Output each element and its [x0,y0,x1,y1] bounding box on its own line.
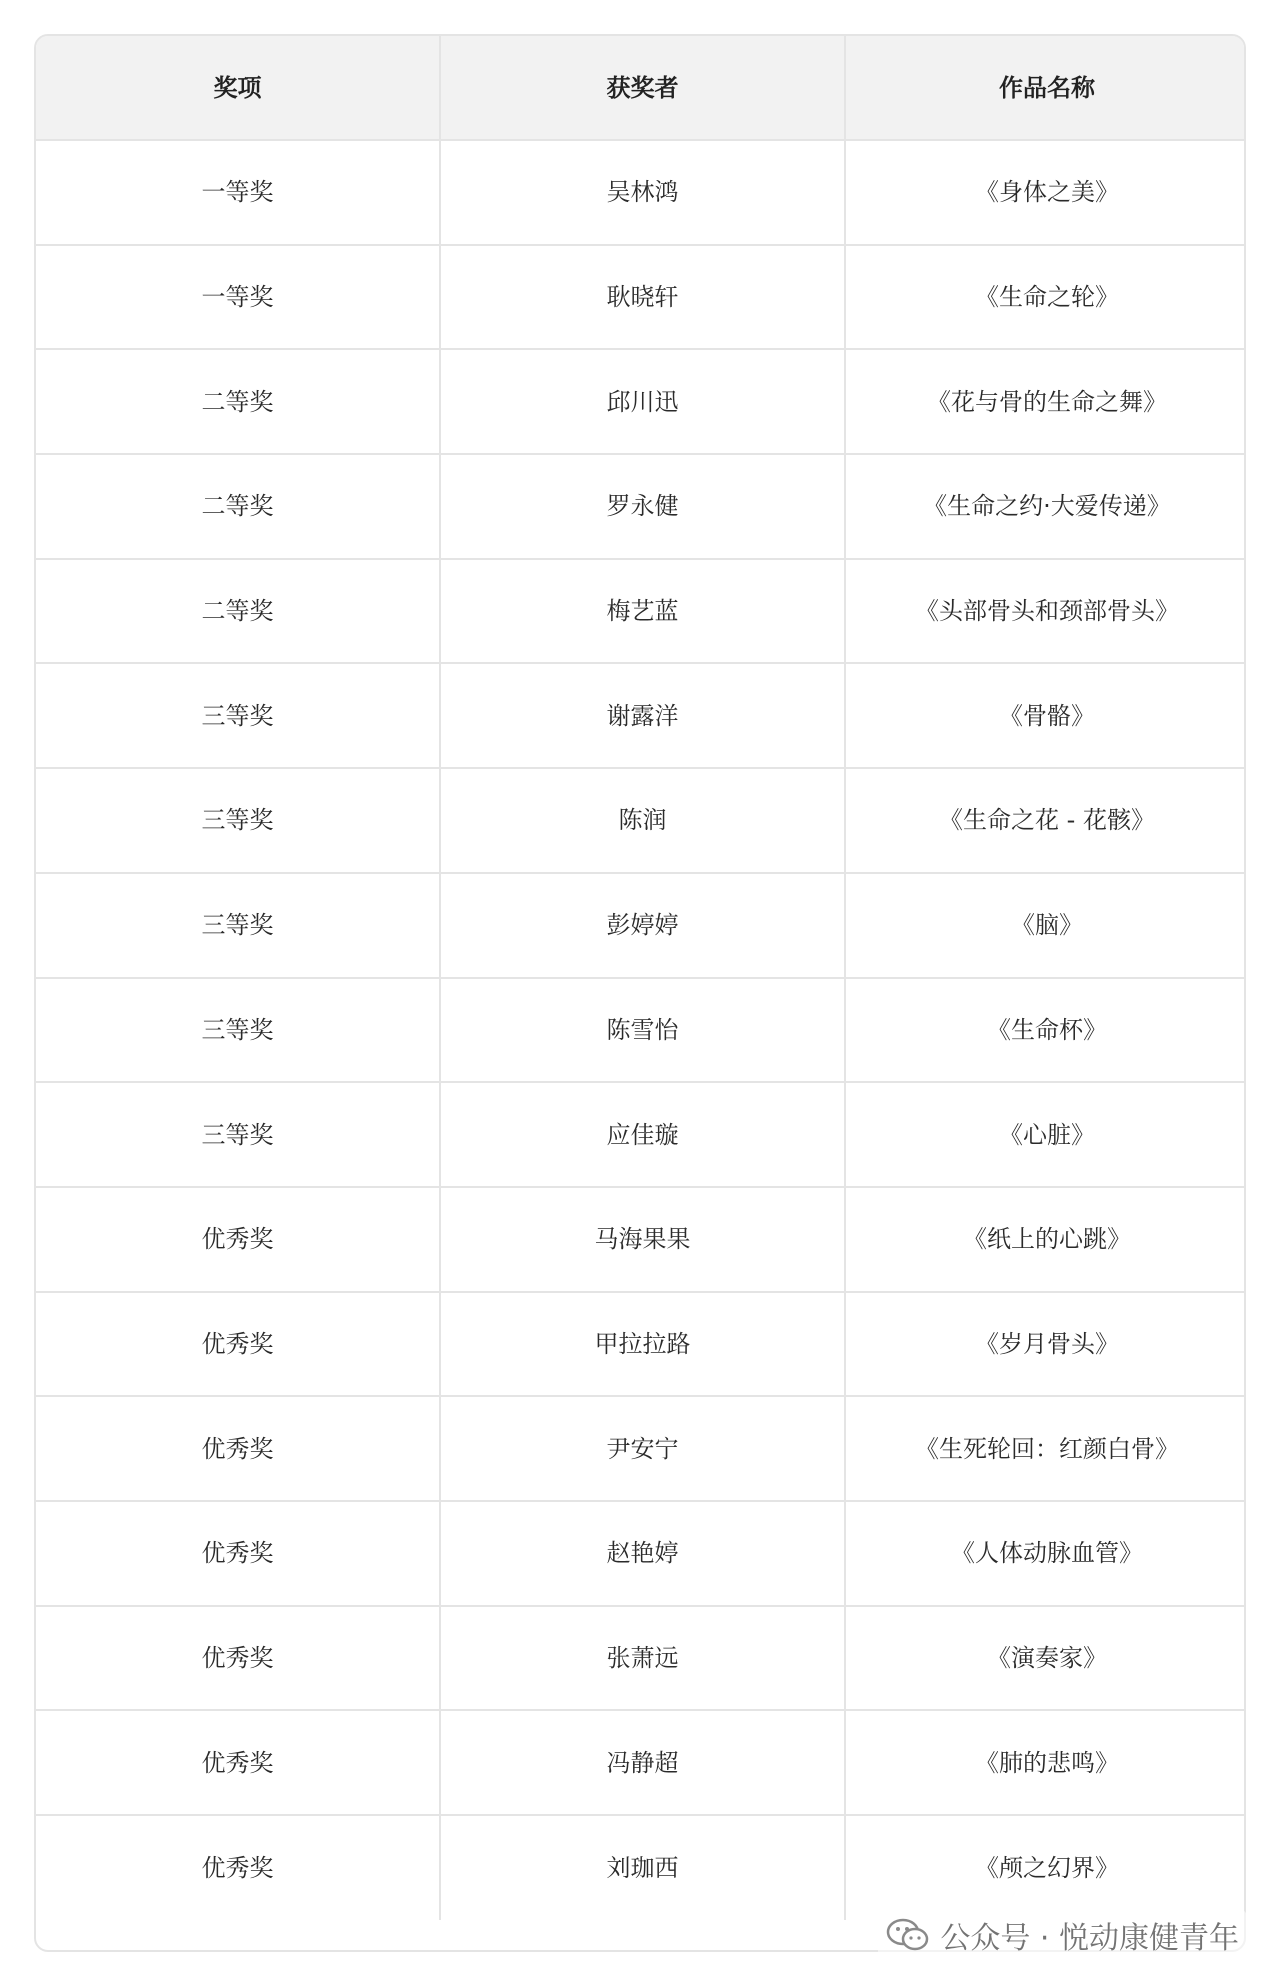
table-row [36,1606,1246,1711]
winner-cell: 吴林鸿 [440,140,845,245]
table-header-row [36,36,1246,140]
winner-cell: 马海果果 [440,1187,845,1292]
work-title-cell: 《纸上的心跳》 [845,1187,1246,1292]
award-cell: 三等奖 [36,873,440,978]
header-award: 奖项 [36,36,440,140]
table-row [36,873,1246,978]
award-cell: 一等奖 [36,245,440,350]
award-cell: 三等奖 [36,978,440,1083]
awards-table [36,36,1246,1920]
work-title-cell: 《花与骨的生命之舞》 [845,349,1246,454]
award-cell: 三等奖 [36,1082,440,1187]
table-row [36,768,1246,873]
awards-table-container [34,34,1246,1952]
work-title-cell: 《心脏》 [845,1082,1246,1187]
award-cell: 二等奖 [36,454,440,559]
table-row [36,245,1246,350]
award-cell: 优秀奖 [36,1396,440,1501]
table-row [36,1082,1246,1187]
table-row [36,663,1246,768]
award-cell: 优秀奖 [36,1292,440,1397]
header-work-title: 作品名称 [845,36,1246,140]
award-cell: 优秀奖 [36,1710,440,1815]
work-title-cell: 《生命之约·大爱传递》 [845,454,1246,559]
work-title-cell: 《颅之幻界》 [975,1853,1119,1882]
award-cell: 优秀奖 [36,1606,440,1711]
award-cell: 二等奖 [36,349,440,454]
award-cell: 优秀奖 [36,1187,440,1292]
winner-cell: 梅艺蓝 [440,559,845,664]
work-title-cell: 《岁月骨头》 [845,1292,1246,1397]
work-title-cell: 《肺的悲鸣》 [845,1710,1246,1815]
work-title-cell: 《头部骨头和颈部骨头》 [845,559,1246,664]
work-title-cell: 《生命之花 - 花骸》 [845,768,1246,873]
table-row [36,140,1246,245]
table-row [36,349,1246,454]
winner-cell: 张萧远 [440,1606,845,1711]
table-row [36,1710,1246,1815]
table-row [36,1815,1246,1920]
work-title-cell: 《脑》 [845,873,1246,978]
winner-cell: 赵艳婷 [440,1501,845,1606]
header-winner: 获奖者 [440,36,845,140]
winner-cell: 彭婷婷 [440,873,845,978]
table-row [36,454,1246,559]
winner-cell: 冯静超 [440,1710,845,1815]
watermark [878,1909,1247,1961]
work-title-cell: 《生命之轮》 [845,245,1246,350]
table-row [36,559,1246,664]
award-cell: 二等奖 [36,559,440,664]
work-title-cell: 《骨骼》 [845,663,1246,768]
winner-cell: 耿晓轩 [440,245,845,350]
table-row [36,1396,1246,1501]
watermark-text: 公众号 · 悦动康健青年 [940,1921,1239,1956]
winner-cell: 罗永健 [440,454,845,559]
work-title-cell: 《演奏家》 [845,1606,1246,1711]
work-title-cell: 《身体之美》 [845,140,1246,245]
winner-cell: 刘珈西 [440,1815,845,1920]
winner-cell: 尹安宁 [440,1396,845,1501]
award-cell: 一等奖 [36,140,440,245]
award-cell: 优秀奖 [36,1501,440,1606]
winner-cell: 甲拉拉路 [440,1292,845,1397]
winner-cell: 陈雪怡 [440,978,845,1083]
table-row [36,978,1246,1083]
work-title-cell: 《人体动脉血管》 [845,1501,1246,1606]
winner-cell: 谢露洋 [440,663,845,768]
table-row [36,1292,1246,1397]
table-row [36,1501,1246,1606]
wechat-icon [886,1917,930,1953]
award-cell: 优秀奖 [36,1815,440,1920]
winner-cell: 陈润 [440,768,845,873]
table-row [36,1187,1246,1292]
award-cell: 三等奖 [36,663,440,768]
winner-cell: 邱川迅 [440,349,845,454]
work-title-cell: 《生命杯》 [845,978,1246,1083]
winner-cell: 应佳璇 [440,1082,845,1187]
award-cell: 三等奖 [36,768,440,873]
table-body [36,140,1246,1920]
work-title-cell: 《生死轮回：红颜白骨》 [845,1396,1246,1501]
